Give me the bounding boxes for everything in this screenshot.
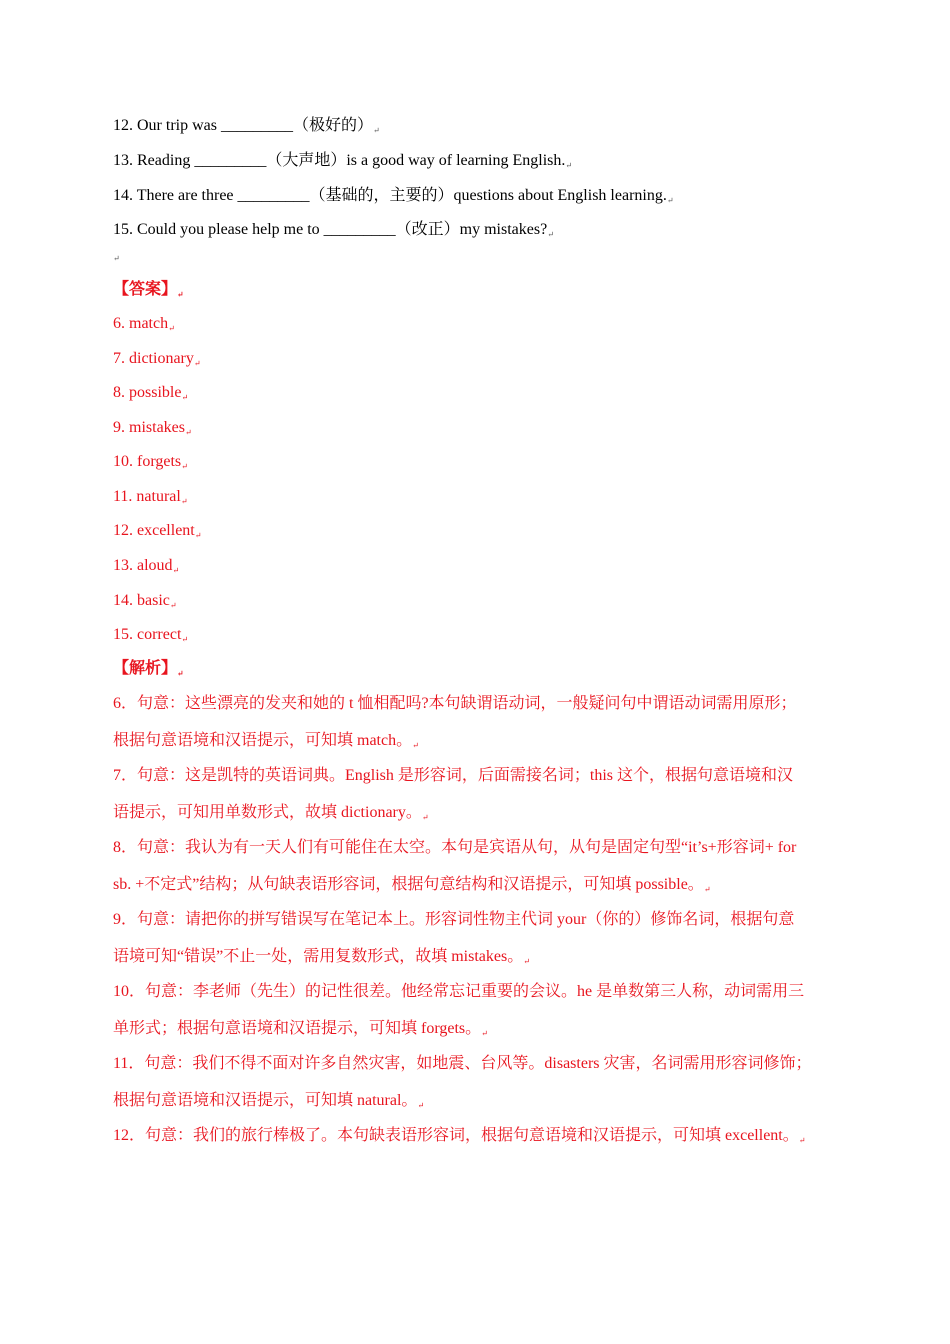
analysis-line: 单形式；根据句意语境和汉语提示，可知填 forgets。↵ [113, 1020, 488, 1038]
analysis-line: sb. +不定式”结构；从句缺表语形容词，根据句意结构和汉语提示，可知填 possible。↵ [113, 876, 711, 894]
analysis-line: 7．句意：这是凯特的英语词典。English 是形容词，后面需接名词；this 这个，根据句意语境和汉 [113, 767, 794, 784]
analysis-line: 11．句意：我们不得不面对许多自然灾害，如地震、台风等。disasters 灾害，名词需用形容词修饰； [113, 1055, 812, 1072]
answer-line: 11. natural↵ [113, 488, 188, 506]
paragraph-mark-icon: ↵ [373, 126, 380, 135]
paragraph-mark-icon: ↵ [177, 669, 184, 678]
paragraph-mark-icon: ↵ [177, 290, 184, 299]
answer-line: 6. match↵ [113, 315, 175, 333]
answer-line: 12. excellent↵ [113, 522, 202, 540]
analysis-line: 语提示，可知用单数形式，故填 dictionary。↵ [113, 804, 429, 822]
paragraph-mark-icon: ↵ [168, 324, 175, 333]
question-line [113, 220, 554, 245]
paragraph-mark-icon: ↵ [181, 393, 189, 402]
answer-line: 13. aloud↵ [113, 557, 180, 575]
paragraph-mark-icon: ↵ [180, 497, 188, 506]
answer-line: 7. dictionary↵ [113, 350, 201, 368]
answer-line: 8. possible↵ [113, 384, 189, 402]
paragraph-mark-icon: ↵ [666, 196, 674, 205]
question-number: 14. [113, 187, 133, 204]
question-line [113, 186, 674, 211]
paragraph-mark-icon: ↵ [565, 161, 573, 170]
paragraph-mark-icon: ↵ [703, 885, 711, 894]
analysis-line: 12．句意：我们的旅行棒极了。本句缺表语形容词，根据句意语境和汉语提示，可知填 excellent。↵ [113, 1127, 806, 1145]
answer-line: 10. forgets↵ [113, 453, 188, 471]
question-line [113, 151, 572, 176]
paragraph-mark-icon: ↵ [113, 254, 120, 263]
analysis-line: 根据句意语境和汉语提示，可知填 natural。↵ [113, 1092, 425, 1110]
analysis-line: 6．句意：这些漂亮的发夹和她的 t 恤相配吗?本句缺谓语动词，一般疑问句中谓语动词需用原形； [113, 695, 797, 712]
analysis-line: 9．句意：请把你的拼写错误写在笔记本上。形容词性物主代词 your（你的）修饰名词，根据句意 [113, 911, 795, 928]
paragraph-mark-icon: ↵ [185, 428, 192, 437]
analysis-heading: 【解析】↵ [113, 660, 184, 678]
question-number: 13. [113, 152, 133, 169]
paragraph-mark-icon: ↵ [547, 230, 554, 239]
paragraph-mark-icon: ↵ [412, 741, 419, 750]
paragraph-mark-icon: ↵ [194, 531, 202, 540]
answer-line: 9. mistakes↵ [113, 419, 192, 437]
answer-line: 14. basic↵ [113, 592, 177, 610]
paragraph-mark-icon: ↵ [798, 1136, 806, 1145]
paragraph-mark-icon: ↵ [172, 566, 180, 575]
question-text: Could you please help me to _________（改正）my mistakes? [137, 221, 548, 238]
answer-heading: 【答案】↵ [113, 281, 184, 299]
paragraph-mark-icon: ↵ [417, 1101, 425, 1110]
paragraph-mark-icon: ↵ [481, 1029, 488, 1038]
question-line [113, 116, 380, 141]
question-text: Our trip was _________（极好的） [137, 117, 373, 134]
question-text: There are three _________（基础的，主要的）questions about English learning. [136, 187, 667, 204]
paragraph-mark-icon: ↵ [421, 813, 429, 822]
paragraph-mark-icon: ↵ [181, 462, 188, 471]
analysis-line: 8．句意：我认为有一天人们有可能住在太空。本句是宾语从句，从句是固定句型“it’s+形容词+ for [113, 839, 797, 856]
analysis-line: 语境可知“错误”不止一处，需用复数形式，故填 mistakes。↵ [113, 948, 530, 966]
question-number: 12. [113, 117, 133, 134]
paragraph-mark-icon: ↵ [523, 957, 530, 966]
paragraph-mark-icon: ↵ [181, 635, 189, 644]
answer-line: 15. correct↵ [113, 626, 189, 644]
paragraph-mark-icon: ↵ [169, 601, 177, 610]
analysis-line: 根据句意语境和汉语提示，可知填 match。↵ [113, 732, 419, 750]
analysis-line: 10．句意：李老师（先生）的记性很差。他经常忘记重要的会议。he 是单数第三人称，动词需用三 [113, 983, 805, 1000]
paragraph-mark-icon: ↵ [193, 359, 201, 368]
empty-paragraph [113, 244, 120, 269]
question-text: Reading _________（大声地）is a good way of learning English. [137, 152, 566, 169]
question-number: 15. [113, 221, 133, 238]
